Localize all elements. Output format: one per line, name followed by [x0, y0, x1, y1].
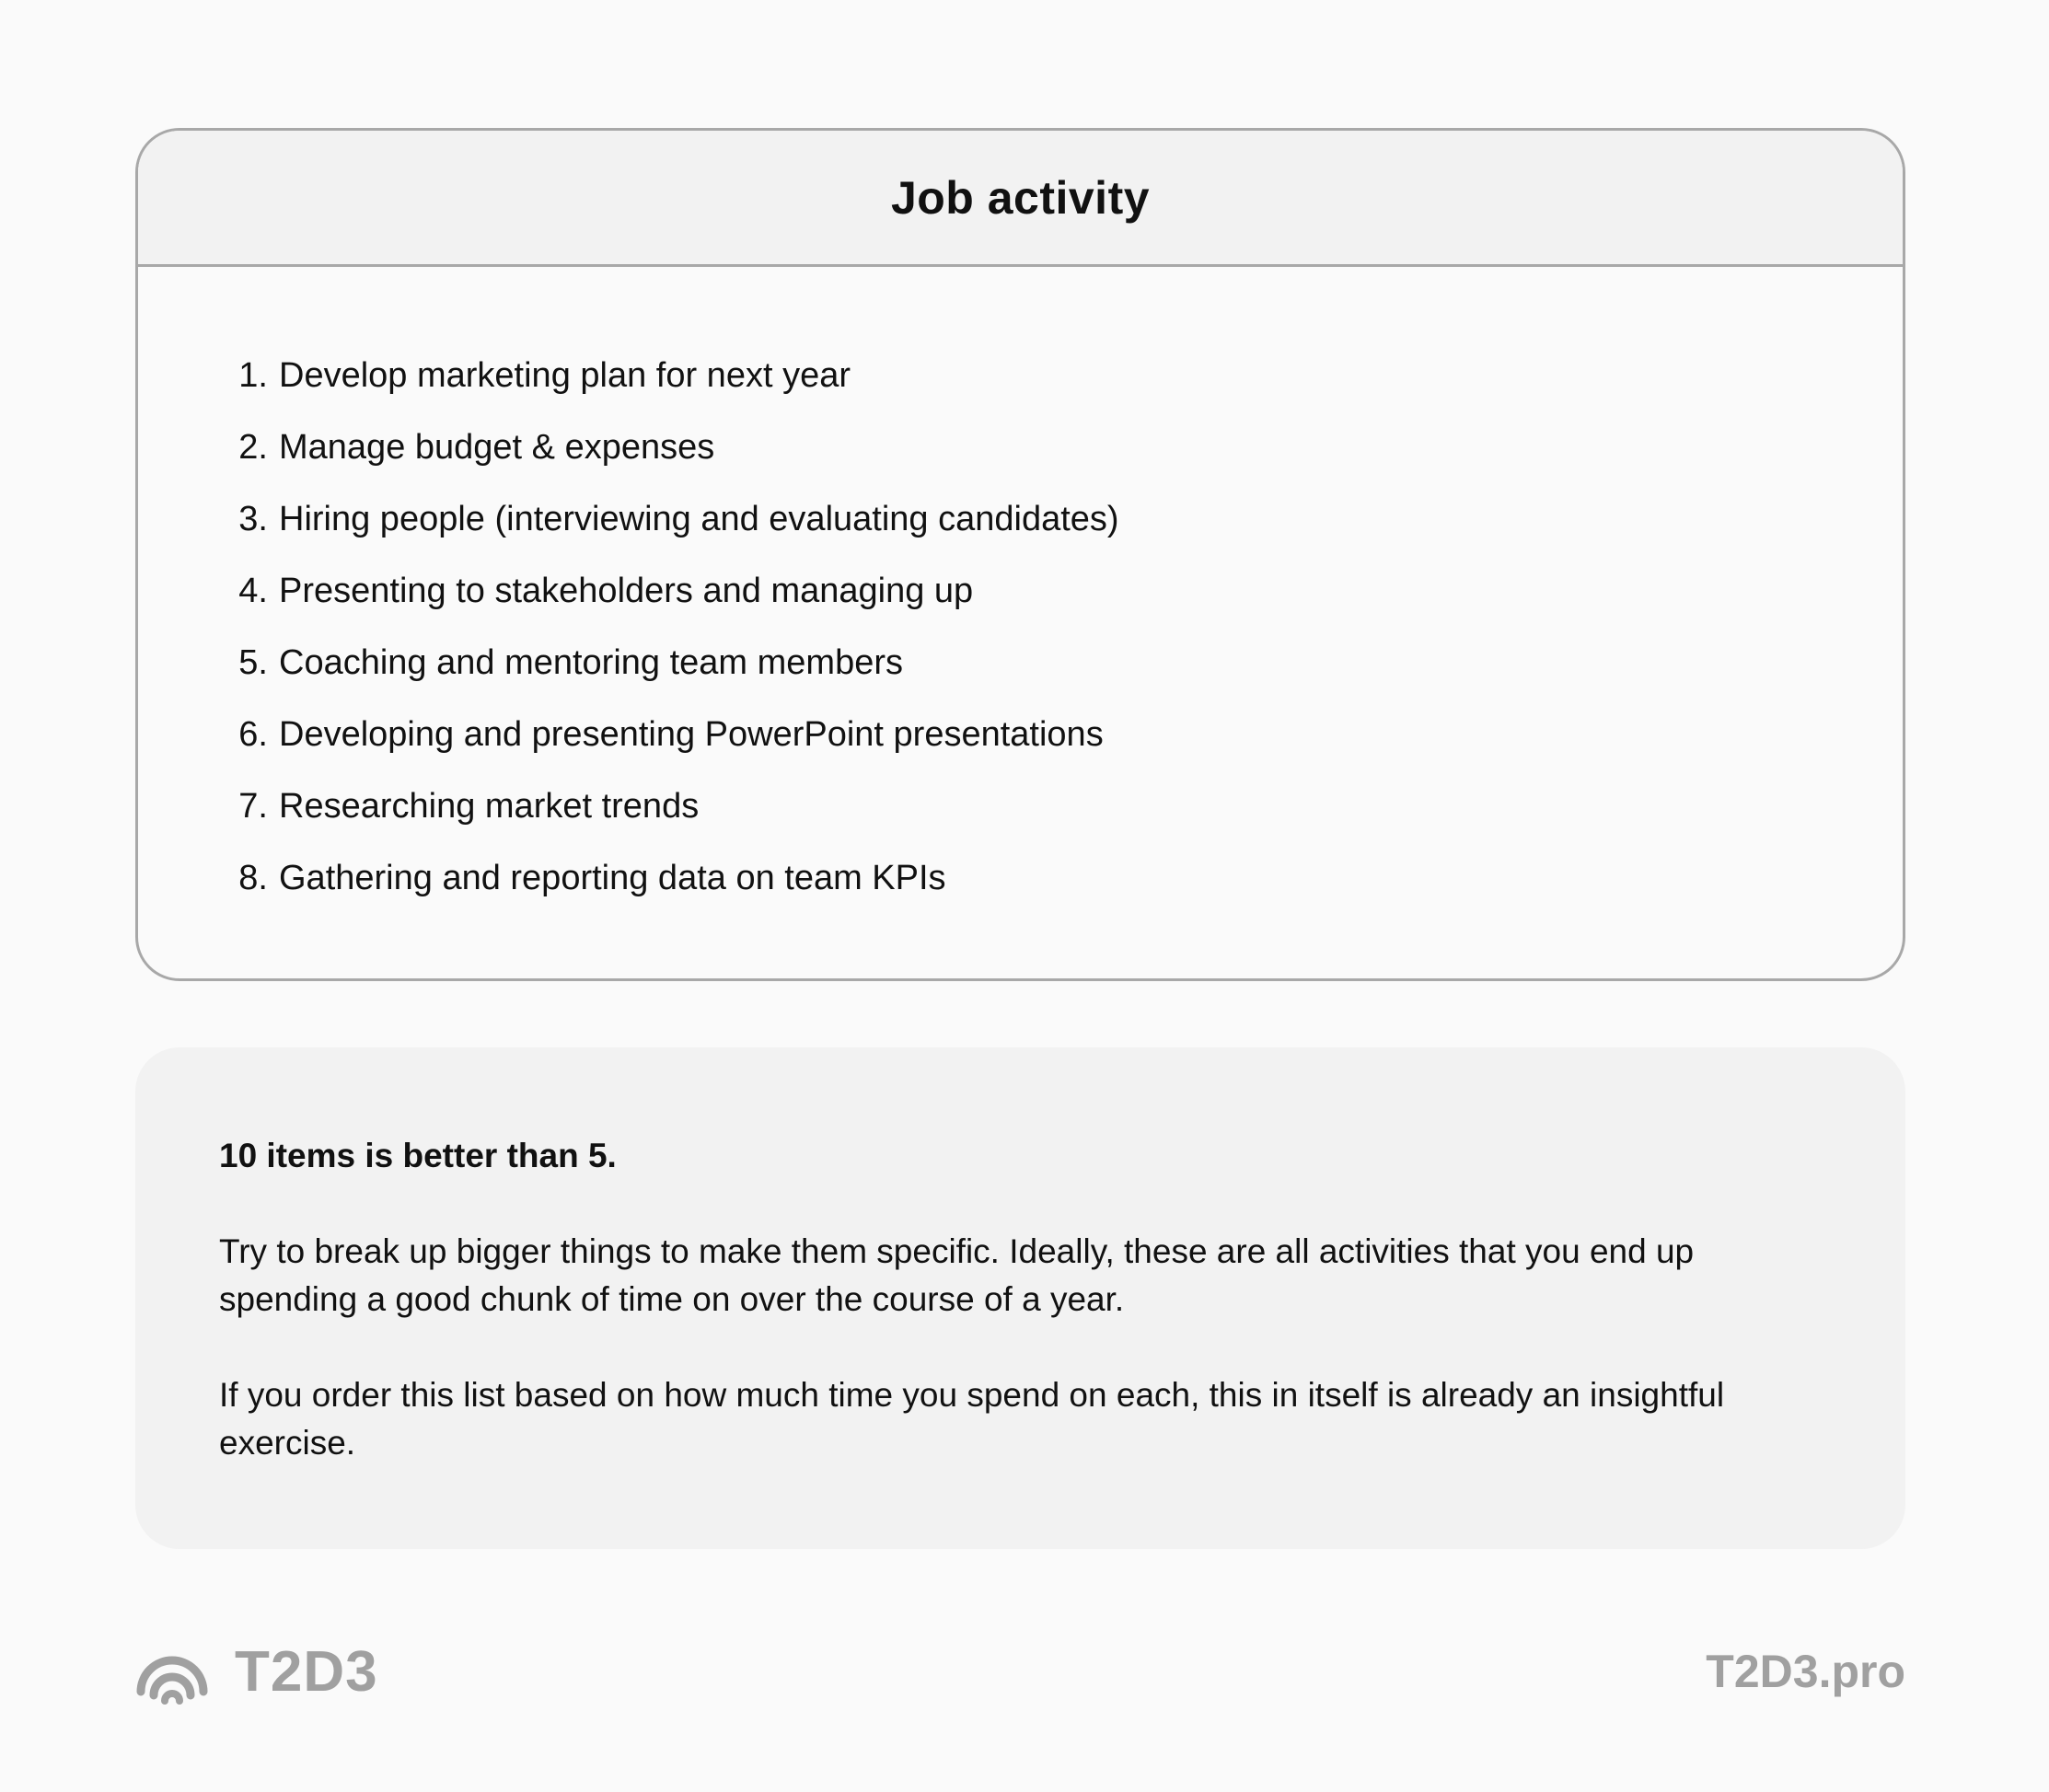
list-item — [226, 340, 1119, 411]
activity-list — [226, 340, 1119, 914]
tip-note-box — [135, 1047, 1905, 1549]
list-item-text: Developing and presenting PowerPoint presentations — [279, 714, 1104, 754]
list-item-number: 8. — [238, 858, 268, 897]
footer — [135, 1635, 1905, 1708]
note-paragraph: If you order this list based on how much time you spend on each, this in itself is already an insightful exercise. — [219, 1376, 1725, 1462]
list-item-number: 1. — [238, 355, 268, 395]
list-item-number: 2. — [238, 427, 268, 467]
wifi-signal-icon — [135, 1635, 209, 1708]
list-item — [226, 842, 1119, 914]
list-item-text: Researching market trends — [279, 786, 700, 826]
list-item-text: Hiring people (interviewing and evaluating candidates) — [279, 499, 1119, 538]
list-item — [226, 411, 1119, 483]
list-item-text: Coaching and mentoring team members — [279, 642, 904, 682]
list-item-text: Manage budget & expenses — [279, 427, 715, 467]
list-item — [226, 770, 1119, 842]
list-item-text: Presenting to stakeholders and managing up — [279, 571, 974, 610]
list-item — [226, 627, 1119, 699]
list-item — [226, 483, 1119, 555]
list-item-number: 4. — [238, 571, 268, 610]
list-item — [226, 699, 1119, 770]
card-title: Job activity — [890, 171, 1151, 224]
list-item-text: Gathering and reporting data on team KPIs — [279, 858, 946, 897]
brand-logo — [135, 1635, 378, 1708]
job-activity-card — [135, 128, 1905, 981]
list-item-number: 6. — [238, 714, 268, 754]
brand-name: T2D3 — [235, 1639, 378, 1704]
note-heading: 10 items is better than 5. — [219, 1137, 617, 1174]
list-item-number: 7. — [238, 786, 268, 826]
card-header — [138, 131, 1903, 267]
list-item-number: 5. — [238, 642, 268, 682]
list-item-number: 3. — [238, 499, 268, 538]
note-paragraph: Try to break up bigger things to make them specific. Ideally, these are all activities that you end up spending a good chunk of time on over the course of a year. — [219, 1232, 1695, 1318]
list-item-text: Develop marketing plan for next year — [279, 355, 851, 395]
site-link[interactable]: T2D3.pro — [1706, 1646, 1905, 1697]
list-item — [226, 555, 1119, 627]
